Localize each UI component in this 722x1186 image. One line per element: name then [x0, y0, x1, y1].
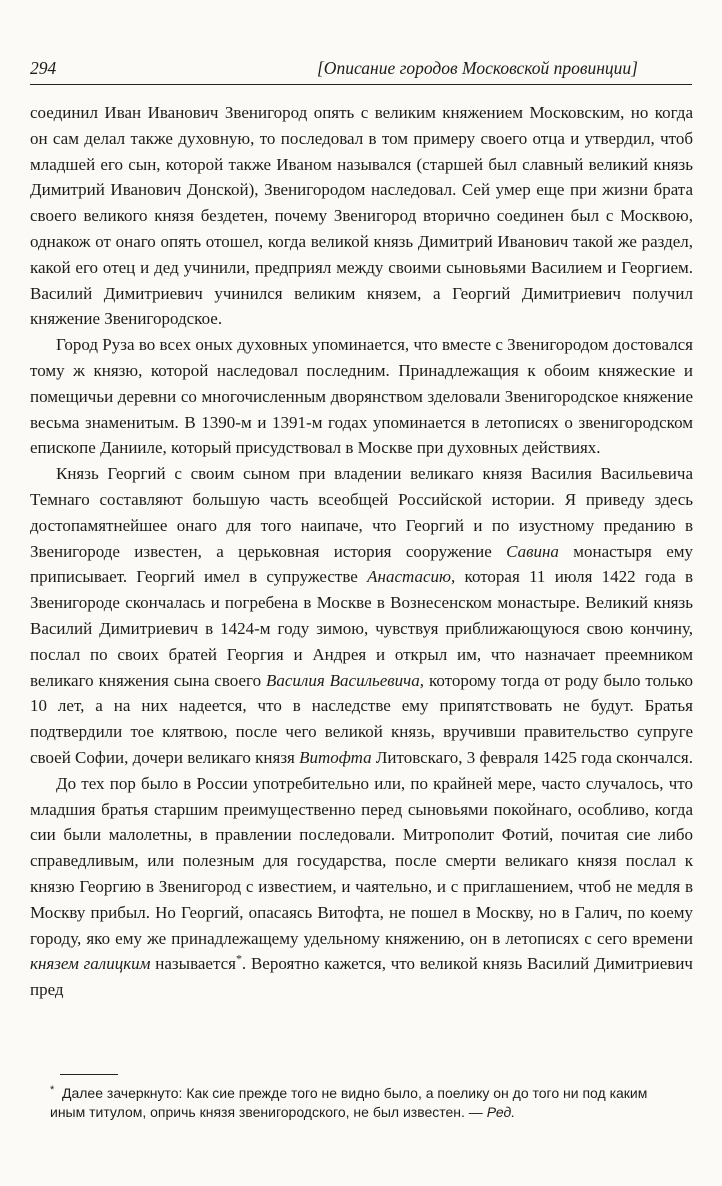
paragraph	[30, 332, 693, 461]
footnote	[50, 1084, 662, 1122]
running-title: [Описание городов Московской провинции]	[317, 58, 638, 78]
footnote-rule	[60, 1074, 118, 1075]
paragraph	[30, 771, 693, 1003]
text-run: соединил Иван Иванович Звенигород опять с великим княжением Московским, но когда он сам делал также духовную, то последовал в том примеру своего отца и утвердил, чтоб младшей его сын, которой также Иваном назывался (старшей был славный великий князь Димитрий Иванович Донской), Звенигородом наследовал. Сей умер еще при жизни брата своего великого князя бездетен, почему Звенигород вторично соединен был с Москвою, однакож от онаго опять отошел, когда великой князь Димитрий Иванович такой же раздел, какой его отец и дед учинили, предприял между своими сыновьями Василием и Георгием. Василий Димитриевич учинился великим князем, а Георгий Димитриевич получил княжение Звенигородское.	[30, 103, 693, 329]
running-header	[30, 58, 692, 85]
text-run: Анастасию,	[367, 567, 456, 587]
text-run: Савина	[506, 541, 559, 561]
text-run: Василия Васильевича,	[266, 670, 425, 690]
footnote-ref: *	[235, 951, 242, 966]
footnote-text: Далее зачеркнуто: Как сие прежде того не видно было, а поелику он до того ни под каким иным титулом, опричь князя звенигородского, не был известен. —	[50, 1085, 648, 1120]
text-run: Князь Георгий с своим сыном при владении великаго князя Василия Васильевича Темнаго составляют большую часть всеобщей Российской истории. Я приведу здесь достопамятнейшее онаго для того наипаче, что Георгий и по изустному преданию в Звенигороде известен, а церьковная история сооружение	[30, 464, 693, 561]
text-run: князем галицким	[30, 954, 151, 974]
text-run: До тех пор было в России употребительно или, по крайней мере, часто случалось, что младшия братья старшим преимущественно перед сыновьями покойнаго, особливо, когда сии были малолетны, в правлении последовали. Митрополит Фотий, почитая сие либо справедливым, или полезным для государства, после смерти великаго князя послал к князю Георгию в Звенигород с известием, и чаятельно, и с приглашением, чтоб не медля в Москву прибыл. Но Георгий, опасаясь Витофта, не пошел в Москву, но в Галич, по коему городу, яко ему же принадлежащему удельному княжению, он в летописях с сего времени	[30, 773, 693, 948]
footnote-editor: Ред.	[486, 1104, 516, 1120]
text-run: которая 11 июля 1422 года в Звенигороде скончалась и погребена в Москве в Вознесенском монастыре. Великий князь Василий Димитриевич в 1424-м году зимою, чувствуя приближающуюся свою кончину, послал по своих братей Георгия и Андрея и открыл им, что назначает преемником великаго княжения сына своего	[30, 567, 694, 690]
text-run: Город Руза во всех оных духовных упоминается, что вместе с Звенигородом достовался тому ж князю, которой наследовал последним. Принадлежащия к обоим княжеские и помещичьи деревни со многочисленным дворянством зделовали Звенигородское княжение весьма знаменитым. В 1390-м и 1391-м годах упоминается в летописях о звенигородском епископе Данииле, который присудствовал в Москве при духовных действиях.	[30, 335, 693, 458]
text-run: монастыря ему приписывает. Георгий имел в супружестве	[30, 541, 694, 587]
text-run: называется	[150, 954, 236, 974]
footnote-mark: *	[50, 1084, 55, 1096]
paragraph	[30, 100, 693, 332]
text-run: Литовскаго, 3 февраля 1425 года скончался.	[371, 747, 693, 767]
text-run: которому тогда от роду было только 10 лет, а на них надеется, что в наследстве ему припятствовать не будут. Братья подтвердили тое клятвою, после чего великой князь, вручивши правительство супруге своей Софии, дочери великаго князя	[30, 670, 693, 767]
text-run: . Вероятно кажется, что великой князь Василий Димитриевич пред	[30, 954, 693, 1000]
page-number: 294	[30, 58, 57, 78]
main-text	[30, 100, 693, 1003]
paragraph	[30, 461, 693, 771]
text-run: Витофта	[299, 747, 372, 767]
